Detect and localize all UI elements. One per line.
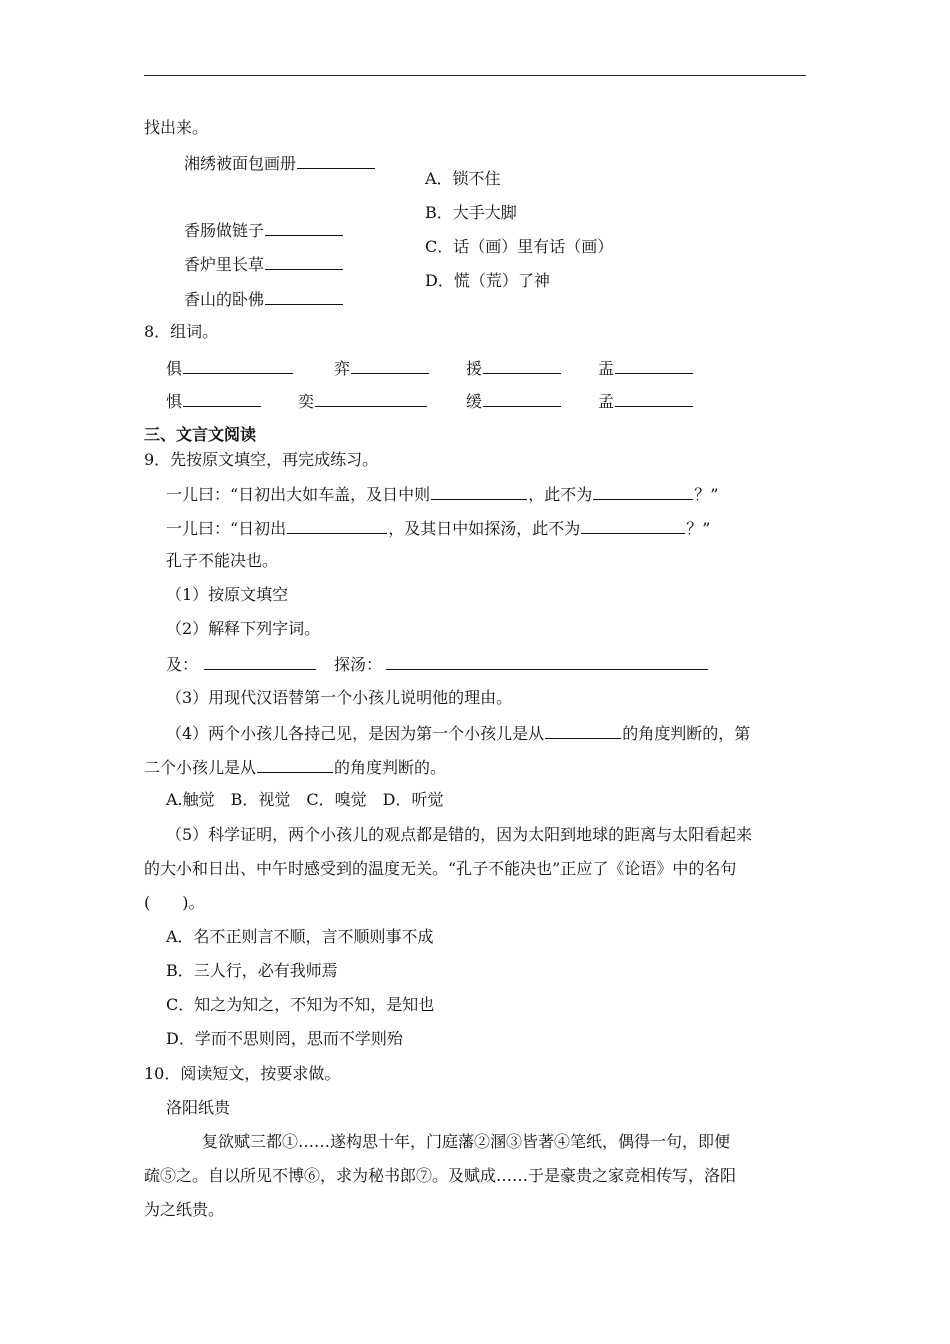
q9-sub-5-line-2: 的大小和日出、中午时感受到的温度无关。“孔子不能决也”正应了《论语》中的名句 — [144, 859, 737, 878]
q9-sub-2: （2）解释下列字词。 — [166, 619, 321, 638]
q9-sub-1: （1）按原文填空 — [166, 585, 289, 604]
q9-define-ji: 及： — [166, 653, 317, 675]
q8-word-yuan: 援 — [466, 357, 562, 379]
answer-blank[interactable] — [615, 357, 693, 374]
q10-passage-line-2: 疏⑤之。自以所见不博⑥，求为秘书郎⑦。及赋成……于是豪贵之家竞相传写，洛阳 — [144, 1166, 737, 1185]
q7-left-item-1: 湘绣被面包画册 — [184, 152, 376, 174]
q9-option-a: A．名不正则言不顺，言不顺则事不成 — [166, 927, 434, 946]
q9-line-3: 孔子不能决也。 — [166, 551, 279, 570]
answer-blank[interactable] — [315, 390, 427, 407]
answer-blank[interactable] — [483, 357, 561, 374]
section-heading: 三、文言文阅读 — [144, 425, 257, 444]
answer-blank[interactable] — [204, 653, 316, 670]
q7-left-item-4: 香山的卧佛 — [184, 288, 344, 310]
q7-left-item-3: 香炉里长草 — [184, 253, 344, 275]
q8-word-yu: 盂 — [598, 357, 694, 379]
q9-sub-4-line-2: 二个小孩儿是从 的角度判断的。 — [144, 758, 447, 777]
q9-sub-5-line-3: ( )。 — [144, 893, 205, 912]
q8-word-ju2: 惧 — [166, 390, 262, 412]
q7-left-item-2: 香肠做链子 — [184, 219, 344, 241]
q8-title: 8．组词。 — [144, 322, 219, 341]
answer-blank[interactable] — [265, 219, 343, 236]
q8-word-meng: 孟 — [598, 390, 694, 412]
q10-passage-line-3: 为之纸贵。 — [144, 1200, 225, 1219]
q7-option-c: C．话（画）里有话（画） — [425, 237, 614, 256]
q7-option-d: D．慌（荒）了神 — [425, 271, 550, 290]
answer-blank[interactable] — [593, 483, 693, 500]
q8-word-yi2: 奕 — [298, 390, 428, 412]
answer-blank[interactable] — [483, 390, 561, 407]
q9-option-d: D．学而不思则罔，思而不学则殆 — [166, 1029, 403, 1048]
q9-sub-5-line-1: （5）科学证明，两个小孩儿的观点都是错的，因为太阳到地球的距离与太阳看起来 — [166, 825, 753, 844]
q8-word-huan: 缓 — [466, 390, 562, 412]
q9-sub-4-line-1: （4）两个小孩儿各持己见，是因为第一个小孩儿是从 的角度判断的，第 — [166, 724, 751, 743]
q9-option-c: C．知之为知之，不知为不知，是知也 — [166, 995, 435, 1014]
answer-blank[interactable] — [386, 653, 708, 670]
answer-blank[interactable] — [265, 288, 343, 305]
answer-blank[interactable] — [257, 756, 333, 773]
answer-blank[interactable] — [287, 517, 387, 534]
q9-define-tantang: 探汤： — [334, 653, 709, 675]
answer-blank[interactable] — [581, 517, 685, 534]
q9-line-1: 一儿曰：“日初出大如车盖，及日中则 ，此不为 ？” — [166, 485, 719, 504]
header-rule — [144, 75, 806, 76]
q8-word-yi: 弈 — [334, 357, 430, 379]
q9-title: 9．先按原文填空，再完成练习。 — [144, 450, 379, 469]
answer-blank[interactable] — [297, 152, 375, 169]
q9-sub-3: （3）用现代汉语替第一个小孩儿说明他的理由。 — [166, 688, 513, 707]
answer-blank[interactable] — [351, 357, 429, 374]
q9-line-2: 一儿曰：“日初出 ，及其日中如探汤，此不为 ？” — [166, 519, 711, 538]
q10-passage-title: 洛阳纸贵 — [166, 1098, 231, 1117]
q7-option-a: A．锁不住 — [425, 169, 501, 188]
q10-title: 10．阅读短文，按要求做。 — [144, 1064, 341, 1083]
q9-option-b: B．三人行，必有我师焉 — [166, 961, 338, 980]
answer-blank[interactable] — [615, 390, 693, 407]
answer-blank[interactable] — [183, 390, 261, 407]
q9-sub-4-options: A.触觉 B．视觉 C．嗅觉 D．听觉 — [166, 790, 444, 809]
answer-blank[interactable] — [545, 722, 621, 739]
q7-tail-text: 找出来。 — [144, 118, 209, 137]
answer-blank[interactable] — [265, 253, 343, 270]
q10-passage-line-1: 复欲赋三都①……遂构思十年，门庭藩②溷③皆著④笔纸，偶得一句，即便 — [202, 1132, 731, 1151]
q7-option-b: B．大手大脚 — [425, 203, 517, 222]
q8-word-ju: 俱 — [166, 357, 294, 379]
answer-blank[interactable] — [183, 357, 293, 374]
answer-blank[interactable] — [431, 483, 527, 500]
